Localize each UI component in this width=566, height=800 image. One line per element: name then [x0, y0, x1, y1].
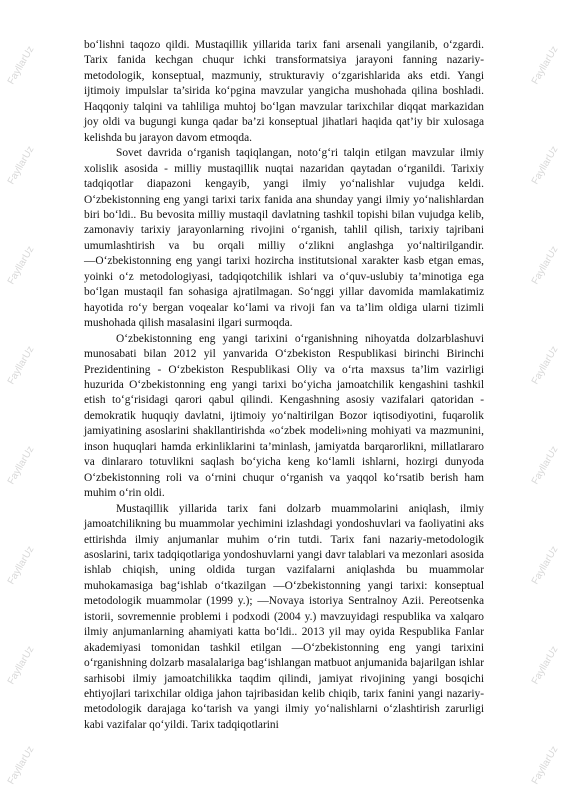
watermark-text: FayllarUz: [530, 344, 560, 387]
watermark-text: FayllarUz: [530, 144, 560, 187]
watermark-text: FayllarUz: [530, 544, 560, 587]
watermark-text: FayllarUz: [6, 544, 36, 587]
right-watermark-strip: [530, 0, 560, 800]
watermark-text: FayllarUz: [530, 744, 560, 787]
paragraph-3: O‘zbekistonning eng yangi tarixini o‘rganishning nihoyatda dolzarblashuvi munosabati bilan 2012 yil yanvarida O‘zbekiston Respublikasi birinchi Birinchi Prezidentining - O‘zbekiston Respublikasi Oliy va o‘rta maxsus ta’lim vazirligi huzurida O‘zbekistonning eng yangi tarixi bo‘yicha jamoatchilik kengashini tashkil etish to‘g‘risidagi qarori qabul qilindi. Kengashning asosiy vazifalari qatoridan - demokratik huquqiy davlatni, ijtimoiy yo‘naltirilgan Bozor iqtisodiyotini, fuqarolik jamiyatining asoslarini shakllantirishda «o‘zbek modeli»ning mohiyati va mazmunini, inson huquqlari hamda erkinliklarini ta’minlash, jamiyatda barqarorlikni, millatlararo va dinlararo totuvlikni saqlash bo‘yicha keng ko‘lamli ishlarni, hozirgi dunyoda O‘zbekistonning roli va o‘rnini chuqur o‘rganish va yaqqol ko‘rsatib berish ham muhim o‘rin oldi.: [84, 332, 484, 500]
watermark-text: FayllarUz: [6, 144, 36, 187]
left-watermark-strip: [6, 0, 36, 800]
watermark-text: FayllarUz: [530, 444, 560, 487]
watermark-text: FayllarUz: [6, 44, 36, 87]
document-body: [84, 38, 484, 733]
paragraph-1: bo‘lishni taqozo qildi. Mustaqillik yillarida tarix fani arsenali yangilanib, o‘zgardi. Tarix fanida kechgan chuqur ichki transformatsiya jarayoni fanning nazariy-metodologik, konseptual, mazmuniy, strukturaviy o‘zgarishlarida aks etdi. Yangi ijtimoiy impulslar ta’sirida ko‘pgina mavzular yangicha mushohada qilina boshladi. Haqqoniy talqini va tahliliga muhtoj bo‘lgan mavzular tarixchilar diqqat markazidan joy oldi va bugungi kunga qadar ba’zi konseptual jihatlari haqida qat’iy bir xulosaga kelishda bu jarayon davom etmoqda.: [84, 39, 484, 144]
watermark-text: FayllarUz: [6, 744, 36, 787]
watermark-text: FayllarUz: [530, 644, 560, 687]
watermark-text: FayllarUz: [6, 444, 36, 487]
watermark-text: FayllarUz: [530, 244, 560, 287]
watermark-text: FayllarUz: [6, 344, 36, 387]
paragraph-2: Sovet davrida o‘rganish taqiqlangan, noto‘g‘ri talqin etilgan mavzular ilmiy xolislik asosida - milliy mustaqillik nuqtai nazaridan qaytadan o‘rganildi. Tarixiy tadqiqotlar diapazoni kengayib, yangi ilmiy yo‘nalishlar vujudga keldi. O‘zbekistonning eng yangi tarixi tarix fanida ana shunday yangi ilmiy yo‘nalishlardan biri bo‘ldi.. Bu bevosita milliy mustaqil davlatning tashkil topishi bilan vujudga kelib, zamonaviy tarixiy jarayonlarning rivojini o‘rganish, tahlil qilish, tarixiy tajribani umumlashtirish va bu orqali milliy o‘zlikni anglashga yo‘naltirilgandir. ―O‘zbekistonning eng yangi tarixi hozircha institutsional xarakter kasb etgan emas, yoinki o‘z metodologiyasi, tadqiqotchilik ishlari va o‘quv-uslubiy ta’minotiga ega bo‘lgan mustaqil fan sohasiga ajratilmagan. So‘nggi yillar davomida mamlakatimiz hayotida ro‘y bergan voqealar ko‘lami va rivoji fan va ta’lim oldiga ularni tizimli mushohada qilish masalasini ilgari surmoqda.: [84, 147, 484, 330]
watermark-text: FayllarUz: [530, 44, 560, 87]
paragraph-4: Mustaqillik yillarida tarix fani dolzarb muammolarini aniqlash, ilmiy jamoatchilikning bu muammolar yechimini izlashdagi yondoshuvlari va faoliyatini aks ettirishda ilmiy anjumanlar muhim o‘rin tutdi. Tarix fani nazariy-metodologik asoslarini, tarix tadqiqotlariga yondoshuvlarni yangi davr talablari va mezonlari asosida ishlab chiqish, uning oldida turgan vazifalarni aniqlashda bu muammolar muhokamasiga bag‘ishlab o‘tkazilgan ―O‘zbekistonning yangi tarixi: konseptual metodologik muammolar (1999 y.); ―Novaya istoriya Sentralnoy Azii. Pereotsenka istorii, sovremennie problemi i podxodi (2004 y.) mavzuyidagi respublika va xalqaro ilmiy anjumanlarning ahamiyati katta bo‘ldi.. 2013 yil may oyida Respublika Fanlar akademiyasi tomonidan tashkil etilgan ―O‘zbekistonning eng yangi tarixini o‘rganishning dolzarb masalalariga bag‘ishlangan matbuot anjumanida bajarilgan ishlar sarhisobi ilmiy jamoatchilikka taqdim qilindi, jamiyat rivojining yangi bosqichi ehtiyojlari tarixchilar oldiga jahon tajribasidan kelib chiqib, tarix fanini yangi nazariy-metodologik darajaga ko‘tarish va yangi ilmiy yo‘nalishlarni o‘zlashtirish zarurligi kabi vazifalar qo‘yildi. Tarix tadqiqotlarini: [84, 502, 484, 731]
watermark-text: FayllarUz: [6, 644, 36, 687]
watermark-text: FayllarUz: [6, 244, 36, 287]
